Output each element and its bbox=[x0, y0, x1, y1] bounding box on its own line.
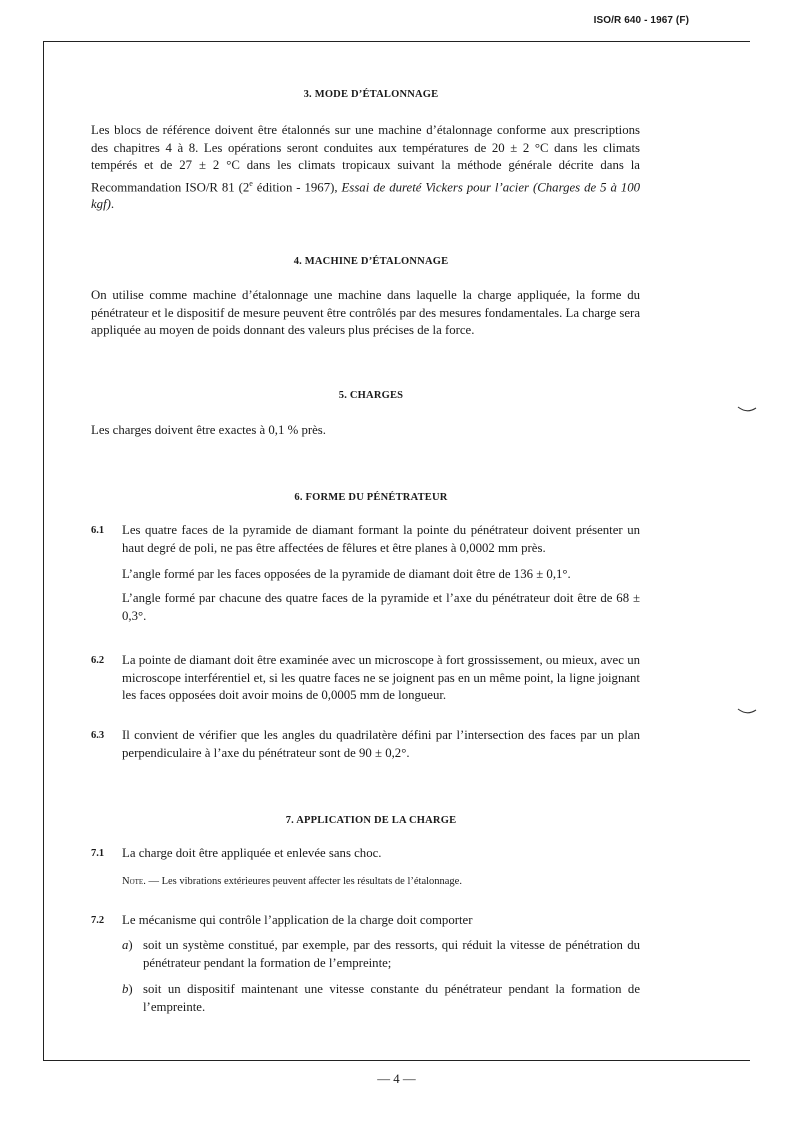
section-3-text-end: . bbox=[110, 197, 115, 212]
section-3-superscript: e bbox=[249, 178, 253, 188]
clause-7-1-number: 7.1 bbox=[91, 848, 105, 859]
clause-6-1-number: 6.1 bbox=[91, 525, 105, 536]
clause-7-1-paragraph: La charge doit être appliquée et enlevée sans choc. bbox=[122, 846, 382, 860]
section-7-title: 7. APPLICATION DE LA CHARGE bbox=[285, 815, 457, 826]
margin-tick-mark-upper bbox=[737, 404, 757, 414]
section-3-paragraph bbox=[91, 122, 640, 214]
page-number: — 4 — bbox=[377, 1072, 416, 1086]
clause-6-2-number: 6.2 bbox=[91, 655, 105, 666]
clause-7-1-note bbox=[122, 875, 640, 889]
clause-6-2-paragraph: La pointe de diamant doit être examinée avec un microscope à fort grossissement, ou mieux, avec un microscope interférentiel et, si les quatre faces ne se joignent pas en un même point, la ligne joignant les faces opposées doit avoir moins de 0,0005 mm de longueur. bbox=[122, 653, 640, 702]
section-4-title: 4. MACHINE D’ÉTALONNAGE bbox=[293, 256, 449, 267]
section-3-text-edition: édition - 1967), bbox=[252, 179, 342, 194]
section-6-title: 6. FORME DU PÉNÉTRATEUR bbox=[294, 492, 448, 503]
clause-6-1-paragraph-1: Les quatre faces de la pyramide de diamant formant la pointe du pénétrateur doivent présenter un haut degré de poli, ne pas être affectées de fêlures et être planes à 0,0002 mm près. bbox=[122, 523, 640, 555]
section-5-title: 5. CHARGES bbox=[338, 390, 404, 401]
margin-tick-mark-lower bbox=[737, 706, 757, 716]
clause-6-1-paragraph-3: L’angle formé par chacune des quatre faces de la pyramide et l’axe du pénétrateur doit être de 68 ± 0,3°. bbox=[122, 591, 640, 623]
section-3-text: Les blocs de référence doivent être étalonnés sur une machine d’étalonnage conforme aux prescriptions des chapitres 4 à 8. Les opérations seront conduites aux températures de 20 ± 2 °C dans les climats tempérés et de 27 ± 2 °C dans les climats tropicaux suivant la méthode générale décrite dans la Recommandation ISO/R 81 (2 bbox=[91, 123, 640, 194]
note-text: — Les vibrations extérieures peuvent affecter les résultats de l’étalonnage. bbox=[145, 876, 462, 887]
clause-6-1-paragraph-2: L’angle formé par les faces opposées de la pyramide de diamant doit être de 136 ± 0,1°. bbox=[122, 567, 571, 581]
document-reference: ISO/R 640 - 1967 (F) bbox=[593, 15, 689, 26]
item-b-label: b) bbox=[122, 982, 133, 996]
item-a-label: a) bbox=[122, 938, 133, 952]
clause-7-2-paragraph: Le mécanisme qui contrôle l’application de la charge doit comporter bbox=[122, 913, 473, 927]
item-a-text: soit un système constitué, par exemple, par des ressorts, qui réduit la vitesse de pénétration du pénétrateur pendant la formation de l’empreinte; bbox=[143, 938, 640, 970]
section-5-paragraph: Les charges doivent être exactes à 0,1 % près. bbox=[91, 423, 326, 437]
section-3-cited-title: Essai de dureté Vickers pour l’acier (Charges de 5 à 100 kgf) bbox=[91, 179, 641, 212]
section-4-paragraph: On utilise comme machine d’étalonnage une machine dans laquelle la charge appliquée, la forme du pénétrateur et le dispositif de mesure peuvent être contrôlés par des mesures fondamentales. La charge sera appliquée au moyen de poids donnant des valeurs plus précises de la force. bbox=[91, 288, 640, 337]
clause-7-2-number: 7.2 bbox=[91, 915, 105, 926]
section-3-title: 3. MODE D’ÉTALONNAGE bbox=[303, 89, 439, 100]
clause-6-3-number: 6.3 bbox=[91, 730, 105, 741]
clause-6-3-paragraph: Il convient de vérifier que les angles du quadrilatère défini par l’intersection des faces par un plan perpendiculaire à l’axe du pénétrateur sont de 90 ± 0,2°. bbox=[122, 728, 640, 760]
item-b-text: soit un dispositif maintenant une vitesse constante du pénétrateur pendant la formation de l’empreinte. bbox=[143, 982, 640, 1014]
note-label: Note. bbox=[122, 876, 146, 887]
